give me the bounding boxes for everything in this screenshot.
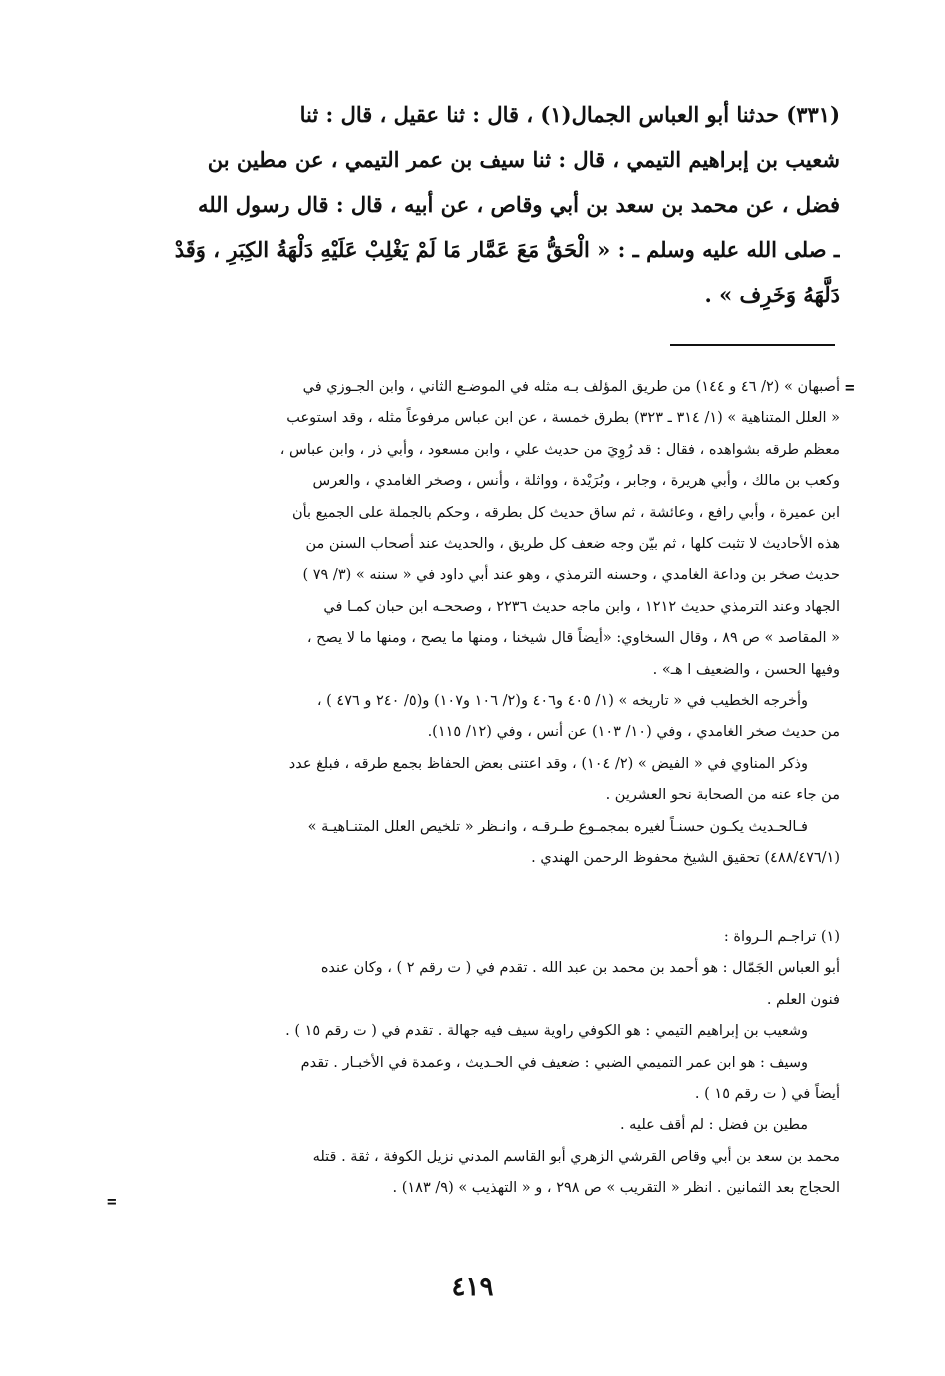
footnote-line: فنون العلم . [766,991,840,1008]
footnote-line: وفيها الحسن ، والضعيف ا هـ» . [652,661,840,678]
footnote-separator [670,344,835,346]
hadith-text [120,92,840,317]
footnote-line: حديث صخر بن وداعة الغامدي ، وحسنه الترمذي ، وهو عند أبي داود في « سننه » (٣/ ٧٩ ) [302,567,840,584]
footnote-line: « العلل المتناهية » (١/ ٣١٤ ـ ٣٢٣) بطرق خمسة ، عن ابن عباس مرفوعاً مثله ، وقد استوعب [286,410,840,427]
footnote-line: أيضاً في ( ت رقم ١٥ ) . [694,1086,840,1103]
footnote-line: فـالحـديث يكـون حسنـاً لغيره بمجمـوع طـرقـه ، وانـظر « تلخيص العلل المتنـاهيـة » [307,818,808,835]
footnote-line: « المقاصد » ص ٨٩ ، وقال السخاوي: «أيضاً قال شيخنا ، ومنها ما يصح ، ومنها ما لا يصح ، [306,630,840,647]
footnote-line: الجهاد وعند الترمذي حديث ١٢١٢ ، وابن ماجه حديث ٢٢٣٦ ، وصححـه ابن حبان كمـا في [323,598,840,615]
hadith-line: ـ صلى الله عليه وسلم ـ : « الْحَقُّ مَعَ عَمَّار مَا لَمْ يَغْلِبْ عَلَيْهِ دَلْهَةُ الكِبَرِ ، وَقَدْ [174,237,840,262]
footnote-line: وسيف : هو ابن عمر التميمي الضبي : ضعيف في الحـديث ، وعمدة في الأخبـار . تقدم [300,1054,808,1071]
footnote-line: أبو العباس الجَمّال : هو أحمد بن محمد بن عبد الله . تقدم في ( ت رقم ٢ ) ، وكان عنده [320,960,840,977]
footnote-continued [118,372,840,875]
footnote-line: معظم طرقه بشواهده ، فقال : قد رُوِيَ من حديث علي ، وابن مسعود ، وأبي ذر ، وابن عباس ، [279,441,840,458]
page-number: ٤١٩ [451,1272,494,1302]
footnote-heading: (١) تراجـم الـرواة : [723,929,840,945]
continuation-marker-bottom: = [107,1192,117,1211]
hadith-line: دَلَّهَهُ وَخَرِف » . [704,282,840,307]
footnote-line: وشعيب بن إبراهيم التيمي : هو الكوفي راوية سيف فيه جهالة . تقدم في ( ت رقم ١٥ ) . [285,1023,808,1040]
footnote-line: وأخرجه الخطيب في « تاريخه » (١/ ٤٠٥ و٤٠٦ و(٢/ ١٠٦ و١٠٧) و(٥/ ٢٤٠ و ٤٧٦ ) ، [316,693,808,710]
hadith-line: شعيب بن إبراهيم التيمي ، قال : ثنا سيف بن عمر التيمي ، عن مطين بن [207,147,840,172]
footnote-line: وذكر المناوي في « الفيض » (٢/ ١٠٤) ، وقد اعتنى بعض الحفاظ بجمع طرقه ، فبلغ عدد [288,755,808,772]
footnote-line: من جاء عنه من الصحابة نحو العشرين . [605,787,840,804]
footnote-line: (٤٨٨/٤٧٦/١) تحقيق الشيخ محفوظ الرحمن الهندي . [531,850,840,867]
footnote-line: هذه الأحاديث لا تثبت كلها ، ثم بيّن وجه ضعف كل طريق ، والحديث عند أصحاب السنن من [305,536,840,553]
hadith-line: فضل ، عن محمد بن سعد بن أبي وقاص ، عن أبيه ، قال : قال رسول الله [197,192,840,217]
continuation-marker-top: = [845,378,855,397]
footnote-line: ابن عميرة ، وأبي رافع ، وعائشة ، ثم ساق حديث كل بطرقه ، وحكم بالجملة على الجميع بأن [291,504,840,521]
footnote-line: محمد بن سعد بن أبي وقاص القرشي الزهري أبو القاسم المدني نزيل الكوفة ، ثقة . قتله [312,1148,840,1165]
hadith-line: (٣٣١) حدثنا أبو العباس الجمال(١) ، قال : ثنا عقيل ، قال : ثنا [299,102,840,127]
footnote-line: أصبهان » (٢/ ٤٦ و ١٤٤) من طريق المؤلف بـه مثله في الموضـع الثاني ، وابن الجـوزي في [302,379,840,395]
footnote-1-narrators [118,922,840,1205]
footnote-line: من حديث صخر الغامدي ، وفي (١٠/ ١٠٣) عن أنس ، وفي (١٢/ ١١٥). [427,724,840,741]
footnote-line: وكعب بن مالك ، وأبي هريرة ، وجابر ، وبُرَيْدة ، وواثلة ، وأنس ، وصخر الغامدي ، والعرس [312,473,840,490]
footnote-line: مطين بن فضل : لم أقف عليه . [619,1117,808,1134]
footnote-line: الحجاج بعد الثمانين . انظر « التقريب » ص ٢٩٨ ، و « التهذيب » (٩/ ١٨٣) . [392,1180,840,1197]
